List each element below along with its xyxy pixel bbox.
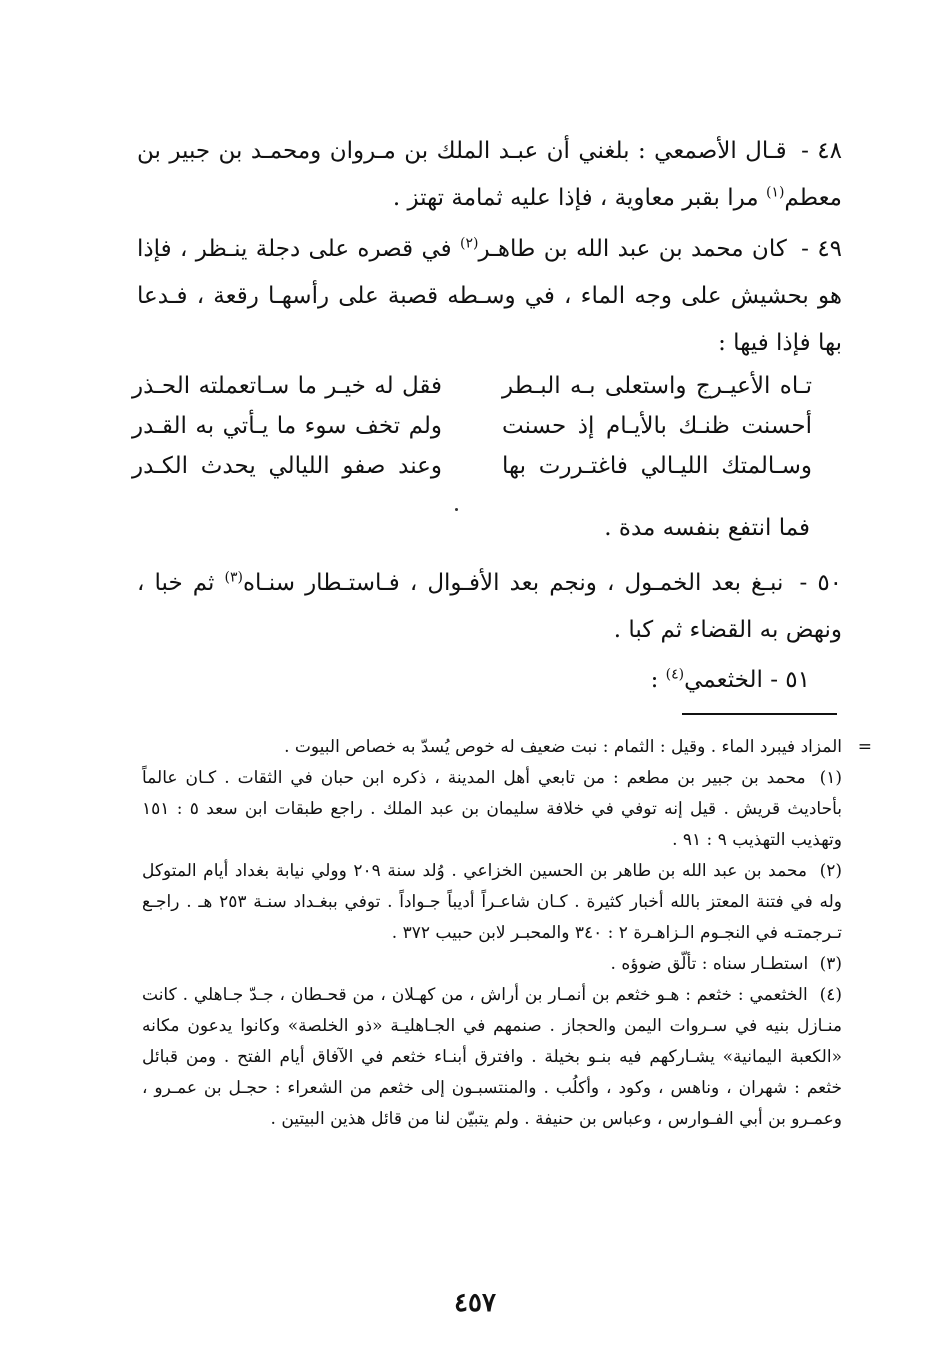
footnote-text: محمد بن عبد الله بن طاهر بن الحسين الخزاعي . وُلد سنة ٢٠٩ وولي نيابة بغداد أيام المتوكل وله في فتنة المعتز بالله أخبار كثيرة . كـان شاعـراً أديباً جـواداً . توفي ببغـداد سنـة ٢٥٣ هـ . راجـع تـرجمتـه في النجـوم الـزاهـرة ٢ : ٣٤٠ والمحبـر لابن حبيب ٣٧٢ . bbox=[142, 861, 842, 943]
poem-verse bbox=[132, 446, 812, 486]
paragraph-text: قـال الأصمعي : بلغني أن عبـد الملك بن مـروان ومحمـد بن جبير بن معطم bbox=[137, 138, 842, 211]
page-number: ٤٥٧ bbox=[454, 1288, 496, 1318]
footnote-ref: (٢) bbox=[460, 235, 479, 252]
footnote-text: الخثعمي : خثعم : هـو خثعم بن أنمـار بن أراش ، من كهـلان ، من قحـطان ، جـدّ جـاهلي . كانت منـازل بنيه في سـروات اليمن والحجاز . صنمهم في الجـاهليـة «ذو الخلصة» وكانوا يدعون مكانه «الكعبة اليمانية» يشـاركهم فيه بنـو بخيلة . وافترق أبنـاء خثعم في الآفاق أيام الفتح . ومن قبائل خثعم : شهران ، وناهس ، وكود ، وأكلُب . والمنتسبـون إلى خثعم من الشعراء : حجـل بن عمـرو ، وعمـرو بن أبي الفـوارس ، وعباس بن حنيفة . ولم يتبيّن لنا من قائل هذين البيتين . bbox=[142, 985, 842, 1129]
paragraph-49 bbox=[137, 226, 842, 367]
paragraph-number: ٤٨ - bbox=[801, 138, 842, 164]
footnote-number: (٣) bbox=[819, 954, 842, 974]
verse-second-hemistich: فقل له خيـر ما سـاتعملته الحـذر bbox=[132, 373, 442, 399]
footnotes bbox=[142, 732, 872, 1135]
paragraph-text: ثم خبا ، ونهض به القضاء ثم كبا . bbox=[137, 570, 842, 643]
footnote-ref: (٤) bbox=[665, 666, 685, 683]
footnote-number: (٤) bbox=[819, 985, 843, 1005]
footnote-ref: (١) bbox=[765, 184, 785, 201]
verse-first-hemistich: وسـالمتك الليـالي فاغتـررت بها bbox=[502, 453, 812, 479]
paragraph-48 bbox=[137, 128, 842, 222]
paragraph-text: كان محمد بن عبد الله بن طاهـر bbox=[478, 236, 787, 262]
verse-first-hemistich: تـاه الأعيـرج واستعلى بـه البـطر bbox=[502, 373, 812, 399]
footnote-number: (٢) bbox=[819, 861, 843, 881]
verse-second-hemistich: ولم تخف سوء ما يـأتي به القـدر bbox=[132, 413, 442, 439]
footnote-ref: (٣) bbox=[224, 569, 243, 586]
verse-first-hemistich: أحسنت ظنـك بالأيـام إذ حسنت bbox=[502, 413, 812, 439]
paragraph-text: الخثعمي bbox=[684, 667, 763, 693]
verse-second-hemistich: وعند صفو الليالي يحدث الكـدر bbox=[132, 453, 442, 479]
stray-dot bbox=[455, 508, 458, 511]
paragraph-text: : bbox=[650, 667, 659, 693]
continuation-mark: = bbox=[857, 737, 872, 757]
footnote-separator bbox=[682, 713, 837, 715]
after-poem-line: فما انتفع بنفسه مدة . bbox=[604, 515, 810, 541]
paragraph-number: ٥٠ - bbox=[799, 570, 843, 596]
paragraph-text: مرا بقبر معاوية ، فإذا عليه ثمامة تهتز . bbox=[392, 185, 759, 211]
paragraph-number: ٥١ - bbox=[770, 667, 810, 693]
footnote-continuation bbox=[142, 732, 872, 763]
footnote-1 bbox=[142, 763, 842, 856]
footnote-2 bbox=[142, 856, 842, 949]
footnote-3 bbox=[142, 949, 842, 980]
footnote-number: (١) bbox=[819, 768, 842, 788]
poem-verse bbox=[132, 406, 812, 446]
footnote-text: المزاد فيبرد الماء . وقيل : الثمام : نبت ضعيف له خوص يُسدّ به خصاص البيوت . bbox=[284, 737, 842, 757]
paragraph-text: في قصره على دجلة ينـظر ، فإذا هو بحشيش على وجه الماء ، في وسـطه قصبة على رأسهـا رقعة ، فـدعا بها فإذا فيها : bbox=[137, 236, 842, 356]
paragraph-number: ٤٩ - bbox=[801, 236, 843, 262]
paragraph-50 bbox=[137, 560, 842, 654]
poem-verse bbox=[132, 366, 812, 406]
footnote-text: استطـار سناه : تألّق ضوؤه . bbox=[610, 954, 809, 974]
poem bbox=[132, 366, 812, 486]
paragraph-text: نبـغ بعد الخمـول ، ونجم بعد الأفـوال ، فـاستـطار سنـاه bbox=[243, 570, 784, 596]
footnote-text: محمد بن جبير بن مطعم : من تابعي أهل المدينة ، ذكره ابن حبان في الثقات . كـان عالماً بأحاديث قريش . قيل إنه توفي في خلافة سليمان بن عبد الملك . راجع طبقات ابن سعد ٥ : ١٥١ وتهذيب التهذيب ٩ : ٩١ . bbox=[142, 768, 842, 850]
footnote-4 bbox=[142, 980, 842, 1135]
paragraph-51 bbox=[651, 660, 810, 700]
